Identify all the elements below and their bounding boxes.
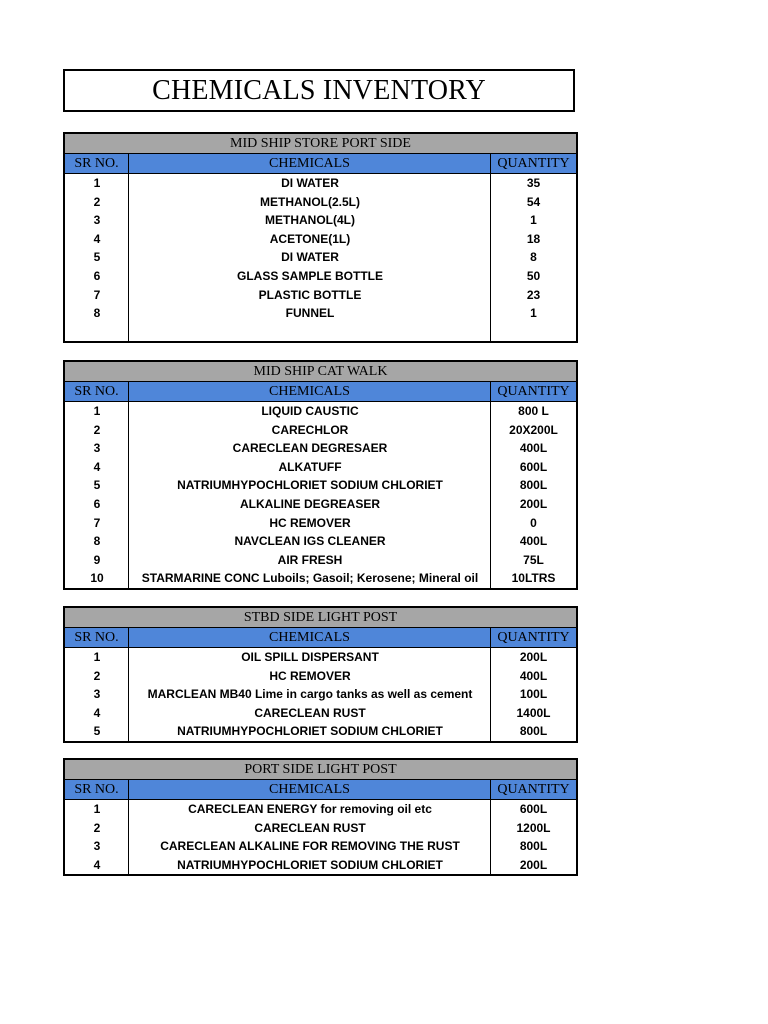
table-row [65,667,576,686]
sr-no-cell: 8 [93,306,101,321]
quantity-cell: 18 [526,231,541,246]
header-row [65,382,576,402]
chemical-cell: ACETONE(1L) [269,231,351,246]
chemical-cell: CARECLEAN RUST [254,705,366,720]
quantity-cell: 1 [530,213,537,228]
column-divider [490,648,491,741]
chemical-cell: CARECHLOR [271,422,349,437]
column-divider [128,174,129,341]
section-title: MID SHIP STORE PORT SIDE [65,134,576,154]
quantity-cell: 23 [526,287,541,302]
header-sr-no: SR NO. [65,382,129,401]
column-divider [490,800,491,874]
quantity-cell: 600L [519,459,548,474]
quantity-cell: 35 [526,176,541,190]
section-title: PORT SIDE LIGHT POST [65,760,576,780]
quantity-cell: 200L [519,496,548,511]
sr-no-cell: 1 [93,802,101,816]
quantity-cell: 1400L [516,705,551,720]
chemical-cell [129,323,491,342]
table-row [65,230,576,249]
quantity-cell: 100L [519,687,548,702]
chemical-cell: ALKALINE DEGREASER [239,496,380,511]
sr-no-cell: 5 [93,478,101,493]
quantity-cell: 200L [519,650,548,664]
quantity-cell: 75L [523,552,544,567]
header-row [65,628,576,648]
chemical-cell: LIQUID CAUSTIC [261,404,359,418]
section-title: STBD SIDE LIGHT POST [65,608,576,628]
quantity-cell: 10LTRS [511,571,556,586]
sr-no-cell: 1 [93,176,101,190]
quantity-cell: 0 [530,515,537,530]
quantity-cell: 1200L [516,820,551,835]
table-row [65,704,576,723]
quantity-cell: 54 [526,194,541,209]
section-stbd-side-light-post [63,606,578,743]
sr-no-cell: 9 [93,552,101,567]
header-quantity: QUANTITY [497,630,570,645]
sr-no-cell: 4 [93,231,101,246]
table-row [65,211,576,230]
quantity-cell [491,323,576,342]
table-row [65,856,576,875]
sr-no-cell: 10 [90,571,104,586]
header-sr-no: SR NO. [65,780,129,799]
column-divider [128,800,129,874]
table-row [65,569,576,588]
section-mid-ship-cat-walk [63,360,578,590]
header-row [65,780,576,800]
sr-no-cell: 3 [93,687,101,702]
quantity-cell: 800L [519,724,548,739]
table-row [65,476,576,495]
quantity-cell: 800 L [518,404,549,418]
quantity-cell: 800L [519,839,548,854]
column-divider [128,648,129,741]
table-row [65,421,576,440]
chemical-cell: HC REMOVER [269,515,351,530]
section-body [65,648,576,741]
chemical-cell: OIL SPILL DISPERSANT [241,650,379,664]
section-body [65,174,576,341]
chemical-cell: GLASS SAMPLE BOTTLE [236,268,383,283]
table-row [65,722,576,741]
header-row [65,154,576,174]
quantity-cell: 400L [519,668,548,683]
table-row [65,551,576,570]
section-body [65,402,576,588]
chemical-cell: FUNNEL [285,306,335,321]
sr-no-cell: 3 [93,441,101,456]
quantity-cell: 400L [519,534,548,549]
header-sr-no: SR NO. [65,628,129,647]
table-row [65,514,576,533]
page-title: CHEMICALS INVENTORY [63,69,575,112]
quantity-cell: 20X200L [509,422,558,437]
chemical-cell: CARECLEAN DEGRESAER [232,441,388,456]
quantity-cell: 8 [530,250,537,265]
chemical-cell: DI WATER [281,250,339,265]
chemical-cell: HC REMOVER [269,668,351,683]
sr-no-cell: 6 [93,496,101,511]
sr-no-cell: 6 [93,268,101,283]
sr-no-cell: 3 [93,213,101,228]
chemical-cell: PLASTIC BOTTLE [258,287,362,302]
table-row [65,286,576,305]
chemical-cell: AIR FRESH [277,552,343,567]
section-body [65,800,576,874]
table-row [65,402,576,421]
sr-no-cell: 4 [93,705,101,720]
chemical-cell: NATRIUMHYPOCHLORIET SODIUM CHLORIET [177,478,443,493]
sr-no-cell: 8 [93,534,101,549]
column-divider [490,174,491,341]
sr-no-cell: 1 [93,650,101,664]
quantity-cell: 600L [519,802,548,816]
sr-no-cell: 2 [93,422,101,437]
sr-no-cell: 7 [93,515,101,530]
quantity-cell: 200L [519,857,548,872]
chemical-cell: DI WATER [281,176,339,190]
sr-no-cell: 7 [93,287,101,302]
sr-no-cell: 4 [93,459,101,474]
table-row [65,193,576,212]
table-row [65,532,576,551]
table-row [65,648,576,667]
chemical-cell: CARECLEAN ENERGY for removing oil etc [188,802,432,816]
table-row [65,685,576,704]
quantity-cell: 800L [519,478,548,493]
table-row [65,458,576,477]
table-row [65,495,576,514]
sr-no-cell: 1 [93,404,101,418]
header-chemicals: CHEMICALS [129,382,491,401]
sr-no-cell: 4 [93,857,101,872]
header-chemicals: CHEMICALS [129,154,491,173]
table-row [65,174,576,193]
column-divider [490,402,491,588]
table-row [65,304,576,323]
table-row [65,800,576,819]
sr-no-cell: 2 [93,820,101,835]
table-row [65,837,576,856]
chemical-cell: NATRIUMHYPOCHLORIET SODIUM CHLORIET [177,724,443,739]
header-quantity: QUANTITY [497,384,570,399]
sr-no-cell: 3 [93,839,101,854]
table-row [65,248,576,267]
chemical-cell: ALKATUFF [278,459,342,474]
section-title: MID SHIP CAT WALK [65,362,576,382]
chemical-cell: METHANOL(2.5L) [260,194,360,209]
quantity-cell: 400L [519,441,548,456]
header-chemicals: CHEMICALS [129,780,491,799]
column-divider [128,402,129,588]
sr-no-cell: 5 [93,250,101,265]
quantity-cell: 50 [526,268,541,283]
section-mid-ship-store-port-side [63,132,578,343]
table-row [65,267,576,286]
header-sr-no: SR NO. [65,154,129,173]
header-quantity: QUANTITY [497,156,570,171]
sr-no-cell [65,323,129,342]
chemical-cell: CARECLEAN RUST [254,820,366,835]
table-row [65,439,576,458]
sr-no-cell: 2 [93,668,101,683]
chemical-cell: NATRIUMHYPOCHLORIET SODIUM CHLORIET [177,857,443,872]
header-quantity: QUANTITY [497,782,570,797]
quantity-cell: 1 [530,306,537,321]
chemical-cell: NAVCLEAN IGS CLEANER [234,534,386,549]
chemical-cell: METHANOL(4L) [265,213,355,228]
sr-no-cell: 5 [93,724,101,739]
section-port-side-light-post [63,758,578,876]
table-row [65,819,576,838]
sr-no-cell: 2 [93,194,101,209]
chemical-cell: MARCLEAN MB40 Lime in cargo tanks as well as cement [147,687,473,702]
chemical-cell: CARECLEAN ALKALINE FOR REMOVING THE RUST [160,839,460,854]
table-row [65,323,576,342]
header-chemicals: CHEMICALS [129,628,491,647]
chemical-cell: STARMARINE CONC Luboils; Gasoil; Kerosene; Mineral oil [141,571,479,586]
